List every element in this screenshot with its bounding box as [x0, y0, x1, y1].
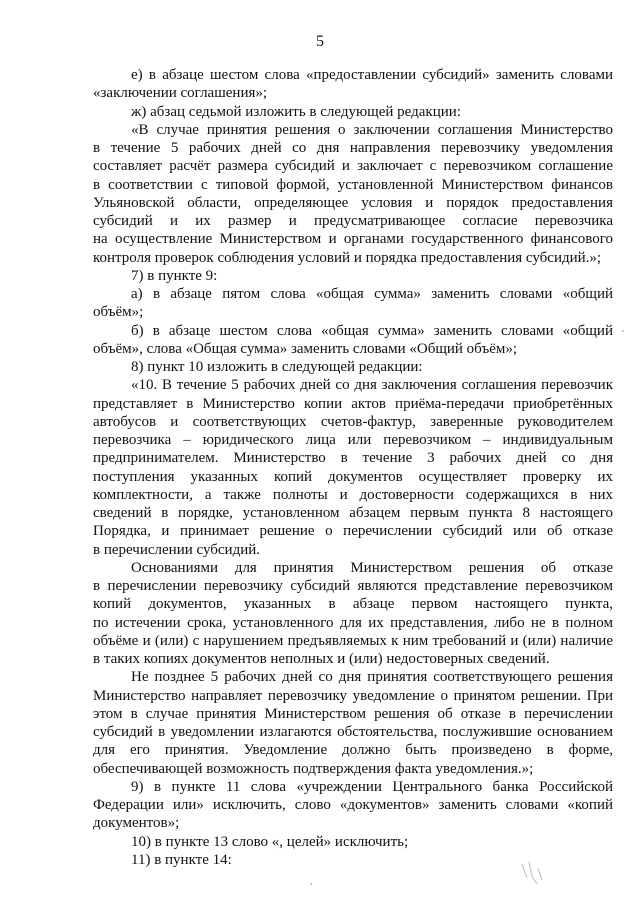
text-line: 11) в пункте 14: — [131, 851, 232, 868]
text-line: 7) в пункте 9: — [131, 267, 218, 284]
text-line: в перечислении субсидий. — [93, 541, 261, 558]
text-line: предпринимателем. Министерство в течение 3 рабочих дней со дня — [93, 450, 613, 467]
text-line: перевозчика – юридического лица или перевозчиком – индивидуальным — [93, 432, 613, 448]
text-line: Ульяновской области, определяющее условия и порядок предоставления — [93, 194, 613, 211]
text-line: объём», слова «Общая сумма» заменить словами «Общий объём»; — [93, 340, 518, 357]
text-line: субсидий и их размер и предусматривающее согласие перевозчика — [93, 213, 613, 229]
text-line: по истечении срока, установленного для их представления, либо не в полном — [93, 614, 613, 631]
text-line: ж) абзац седьмой изложить в следующей редакции: — [131, 103, 461, 120]
text-line: б) в абзаце шестом слова «общая сумма» заменить словами «общий — [131, 322, 613, 339]
text-line: документов»; — [93, 815, 180, 832]
text-line: Не позднее 5 рабочих дней со дня принятия соответствующего решения — [131, 669, 613, 686]
text-line: автобусов и соответствующих счетов-фактур, заверенные руководителем — [93, 413, 613, 430]
text-line: Министерство направляет перевозчику уведомление о принятом решении. При — [93, 687, 613, 704]
text-line: «заключении соглашения»; — [93, 85, 268, 102]
margin-scribble — [518, 858, 548, 888]
text-line: контроля проверок соблюдения условий и порядка предоставления субсидий.»; — [93, 249, 602, 266]
scan-speck — [622, 330, 624, 332]
text-line: в соответствии с типовой формой, установленной Министерством финансов — [93, 176, 613, 193]
text-line: составляет расчёт размера субсидий и заключает с перевозчиком соглашение — [93, 158, 613, 175]
text-line: представляет в Министерство копии актов приёма-передачи приобретённых — [93, 395, 613, 412]
text-line: поступления указанных копий документов осуществляет проверку их — [93, 468, 613, 485]
text-line: 9) в пункте 11 слова «учреждении Центрального банка Российской — [131, 778, 613, 795]
text-line: субсидий в уведомлении излагаются обстоятельства, послужившие основанием — [93, 724, 613, 740]
text-line: обеспечивающей возможность подтверждения факта уведомления.»; — [93, 760, 534, 777]
text-line: на осуществление Министерством и органами государственного финансового — [93, 231, 613, 248]
text-line: комплектности, а также полноты и достоверности содержащихся в них — [93, 486, 613, 503]
text-line: в перечислении перевозчику субсидий являются представление перевозчиком — [93, 578, 613, 594]
text-line: е) в абзаце шестом слова «предоставлении субсидий» заменить словами — [131, 67, 613, 83]
text-line: для его принятия. Уведомление должно быть произведено в форме, — [93, 742, 613, 759]
text-line: объёме и (или) с нарушением предъявляемых к ним требований и (или) наличие — [93, 632, 613, 649]
text-line: 8) пункт 10 изложить в следующей редакции: — [131, 359, 423, 375]
text-line: в течение 5 рабочих дней со дня направления перевозчику уведомления — [93, 140, 613, 156]
scan-speck — [310, 883, 312, 885]
text-line: 10) в пункте 13 слово «, целей» исключить; — [131, 833, 409, 850]
page-number: 5 — [316, 33, 324, 50]
text-line: а) в абзаце пятом слова «общая сумма» заменить словами «общий — [131, 286, 613, 302]
text-line: Порядка, и принимает решение о перечислении субсидий или об отказе — [93, 523, 613, 540]
text-line: объём»; — [93, 304, 144, 321]
text-line: Основаниями для принятия Министерством решения об отказе — [131, 559, 613, 576]
text-line: «В случае принятия решения о заключении соглашения Министерство — [131, 121, 613, 138]
text-line: «10. В течение 5 рабочих дней со дня заключения соглашения перевозчик — [131, 377, 613, 394]
text-line: в таких копиях документов неполных и (или) недостоверных сведений. — [93, 651, 550, 667]
text-line: Федерации или» исключить, слово «документов» заменить словами «копий — [93, 797, 613, 813]
text-line: этом в случае принятия Министерством решения об отказе в перечислении — [93, 705, 613, 722]
text-line: копий документов, указанных в абзаце первом настоящего пункта, — [93, 596, 613, 613]
text-line: сведений в порядке, установленном абзацем первым пункта 8 настоящего — [93, 505, 613, 521]
